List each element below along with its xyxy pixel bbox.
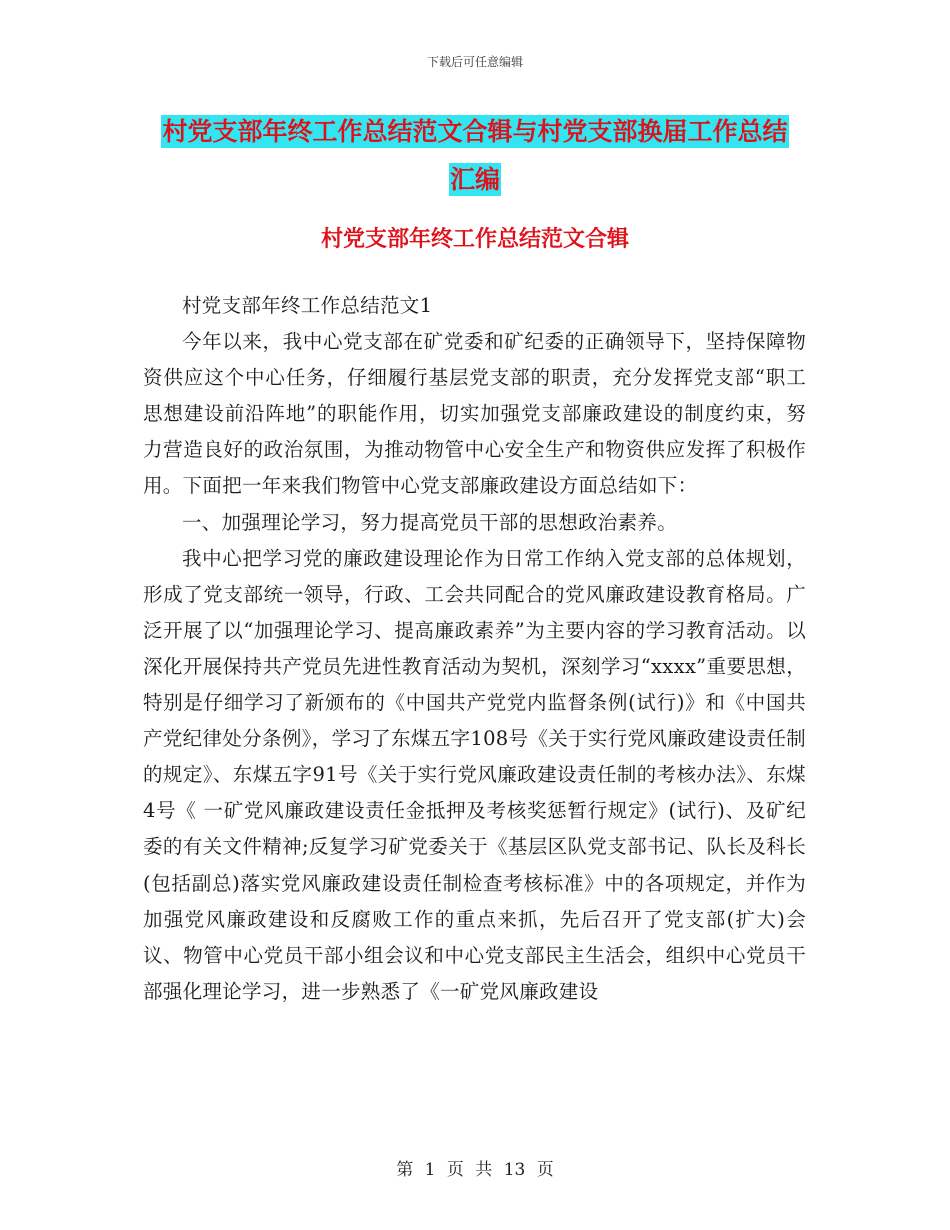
main-title xyxy=(150,108,800,204)
header-note: 下载后可任意编辑 xyxy=(426,55,523,69)
footer-prefix: 第 xyxy=(396,1160,414,1180)
footer-suffix: 页 xyxy=(536,1160,554,1180)
section-title: 村党支部年终工作总结范文合辑 xyxy=(320,226,629,252)
footer-total-pages: 13 xyxy=(503,1160,526,1180)
paragraph-body-1: 我中心把学习党的廉政建设理论作为日常工作纳入党支部的总体规划，形成了党支部统一领导，行政、工会共同配合的党风廉政建设教育格局。广泛开展了以“加强理论学习、提高廉政素养”为主要内容的学习教育活动。以深化开展保持共产党员先进性教育活动为契机，深刻学习“xxxx”重要思想，特别是仔细学习了新颁布的《中国共产党党内监督条例(试行)》和《中国共产党纪律处分条例》，学习了东煤五字108号《关于实行党风廉政建设责任制的规定》、东煤五字91号《关于实行党风廉政建设责任制的考核办法》、东煤 4号《 一矿党风廉政建设责任金抵押及考核奖惩暂行规定》(试行)、及矿纪委的有关文件精神;反复学习矿党委关于《基层区队党支部书记、队长及科长(包括副总)落实党风廉政建设责任制检查考核标准》中的各项规定，并作为加强党风廉政建设和反腐败工作的重点来抓，先后召开了党支部(扩大)会议、物管中心党员干部小组会议和中心党支部民主生活会，组织中心党员干部强化理论学习，进一步熟悉了《一矿党风廉政建设 xyxy=(143,546,806,1003)
paragraph-heading-1: 一、加强理论学习，努力提高党员干部的思想政治素养。 xyxy=(182,510,678,534)
footer-page-number: 1 xyxy=(424,1160,436,1180)
page-footer xyxy=(0,1155,950,1180)
body-text xyxy=(143,288,806,1010)
main-title-text: 村党支部年终工作总结范文合辑与村党支部换届工作总结汇编 xyxy=(162,117,788,194)
footer-middle: 页 共 xyxy=(446,1160,493,1180)
paragraph-subtitle: 村党支部年终工作总结范文1 xyxy=(182,294,433,317)
paragraph-intro: 今年以来，我中心党支部在矿党委和矿纪委的正确领导下，坚持保障物资供应这个中心任务，仔细履行基层党支部的职责，充分发挥党支部“职工思想建设前沿阵地”的职能作用，切实加强党支部廉政建设的制度约束，努力营造良好的政治氛围，为推动物管中心安全生产和物资供应发挥了积极作用。下面把一年来我们物管中心党支部廉政建设方面总结如下： xyxy=(143,330,806,498)
